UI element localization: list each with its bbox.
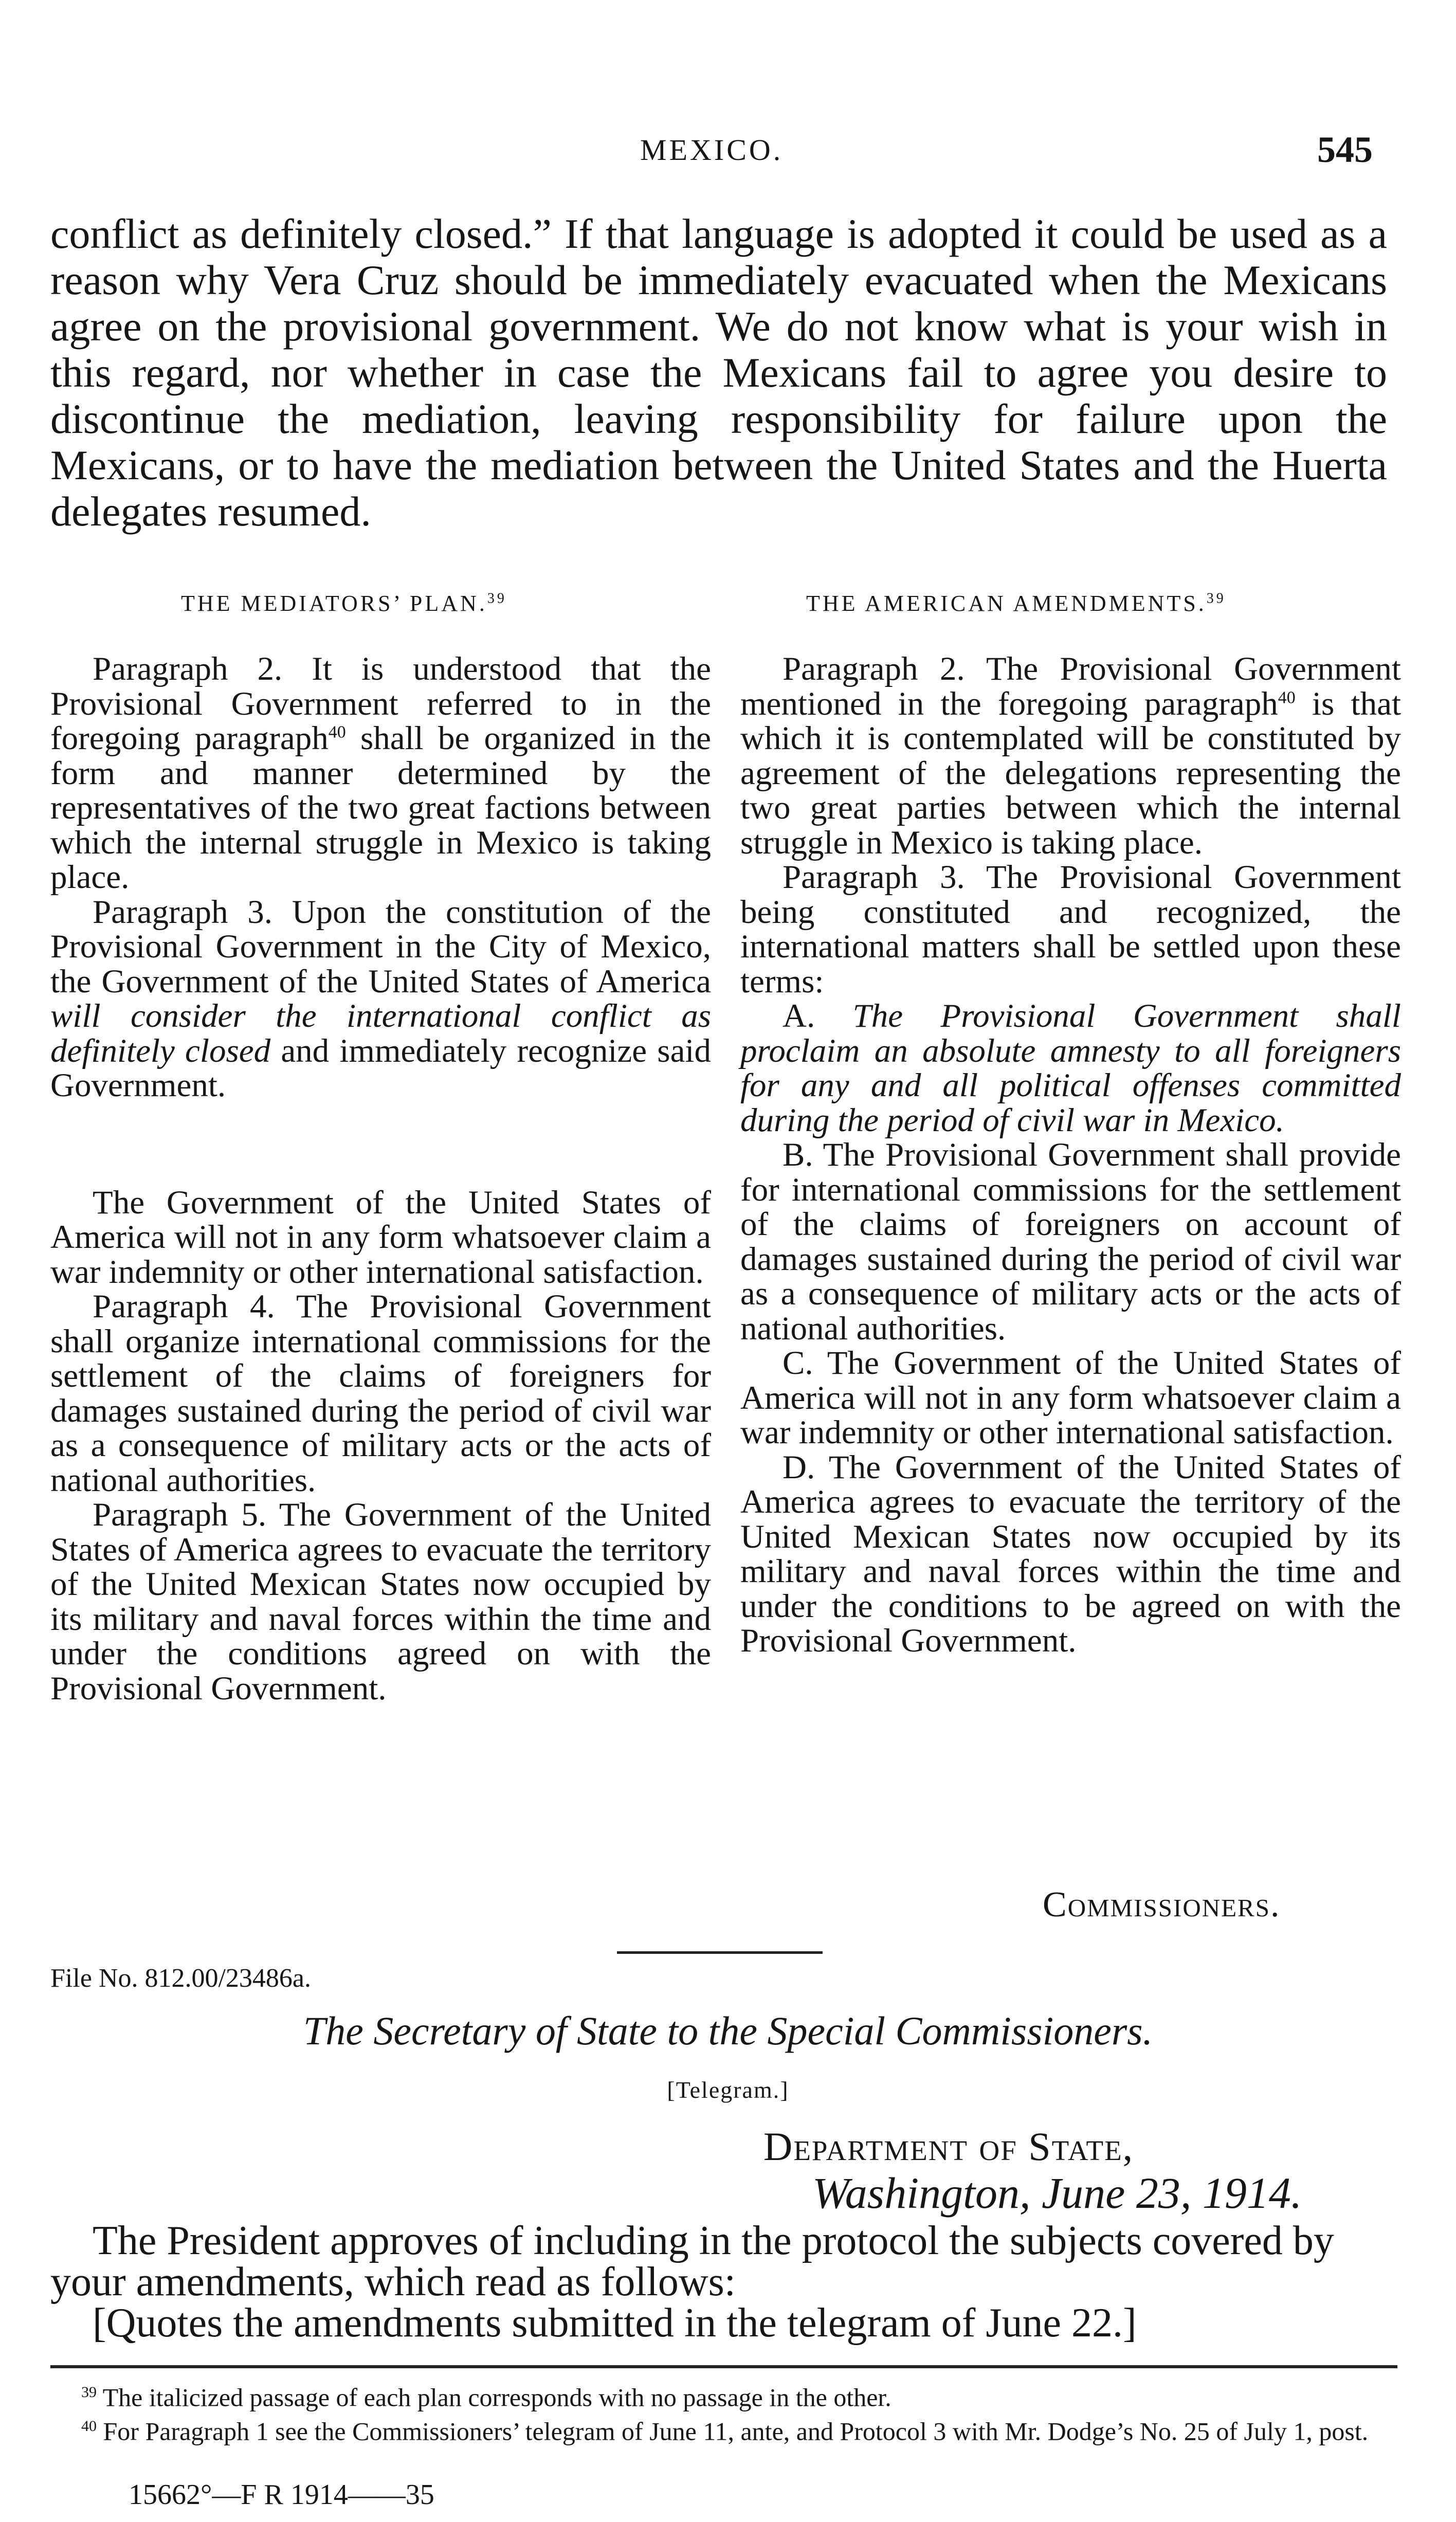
right-item-c: C. The Government of the United States of America will not in any form whatsoever claim a war indemnity or other international satisfaction. — [740, 1345, 1401, 1451]
telegram-body — [50, 2220, 1397, 2344]
printer-line: 15662°—F R 1914——35 — [129, 2479, 434, 2511]
italic-passage: will consider the international conflict as definitely closed — [50, 997, 711, 1069]
body-line: The President approves of including in the protocol the subjects covered by your amendments, which read as follows: — [50, 2218, 1334, 2305]
left-paragraph-2: Paragraph 2. It is understood that the Provisional Government referred to in the foregoing paragraph$^{40}$ shall be organized in the form and manner determined by the representatives of the two great factions between which the internal struggle in Mexico is taking place. — [50, 650, 711, 896]
right-item-a: A. The Provisional Government shall proclaim an absolute amnesty to all foreigners for any and all political offenses committed during the period of civil war in Mexico. — [740, 997, 1401, 1139]
footnote: $^{40}$ For Paragraph 1 see the Commissioners’ telegram of June 11, ante, and Protocol 3 with Mr. Dodge’s No. 25 of July 1, post. — [81, 2417, 1369, 2446]
department-line: Department of State, — [763, 2124, 1134, 2169]
footnote-ref: 39 — [1206, 590, 1226, 607]
left-column-heading: THE MEDIATORS’ PLAN.$^{39}$ — [181, 590, 507, 616]
dateline: Washington, June 23, 1914. — [812, 2168, 1302, 2218]
american-amendments-column — [740, 652, 1401, 1659]
document-title: The Secretary of State to the Special Commissioners. — [303, 2008, 1153, 2053]
running-title: MEXICO. — [640, 133, 784, 167]
left-paragraph-4: Paragraph 4. The Provisional Government shall organize international commissions for the settlement of the claims of foreigners for damages sustained during the period of civil war as a consequence of military acts or the acts of national authorities. — [50, 1288, 711, 1499]
body-quote-line: [Quotes the amendments submitted in the telegram of June 22.] — [93, 2300, 1137, 2346]
right-paragraph-3: Paragraph 3. The Provisional Government being constituted and recognized, the international matters shall be settled upon these terms: — [740, 859, 1401, 1000]
telegram-label: [Telegram.] — [667, 2077, 789, 2103]
mediators-plan-column — [50, 652, 711, 1706]
right-paragraph-2: Paragraph 2. The Provisional Government mentioned in the foregoing paragraph$^{40}$ is that which it is contemplated will be constituted by agreement of the delegations representing the two great parties between which the internal struggle in Mexico is taking place. — [740, 650, 1401, 861]
left-paragraph-5: Paragraph 5. The Government of the United States of America agrees to evacuate the territory of the United Mexican States now occupied by its military and naval forces within the time and under the conditions agreed on with the Provisional Government. — [50, 1496, 711, 1707]
footnote-ref: 40 — [328, 722, 346, 742]
footnotes — [50, 2378, 1397, 2445]
left-paragraph-3: Paragraph 3. Upon the constitution of the Provisional Government in the City of Mexico, the Government of the United States of America will consider the international conflict as definitely closed and immediately recognize said Government. — [50, 893, 711, 1104]
footnote-ref: 39 — [487, 590, 507, 607]
footnote-divider — [50, 2365, 1397, 2368]
left-paragraph-3b: The Government of the United States of America will not in any form whatsoever claim a war indemnity or other international satisfaction. — [50, 1184, 711, 1291]
section-divider — [617, 1951, 823, 1954]
right-item-b: B. The Provisional Government shall provide for international commissions for the settlement of the claims of foreigners on account of damages sustained during the period of civil war as a consequence of military acts or the acts of national authorities. — [740, 1136, 1401, 1347]
intro-paragraph: conflict as definitely closed.” If that language is adopted it could be used as a reason why Vera Cruz should be immediately evacuated when the Mexicans agree on the provisional government. We do not know what is your wish in this regard, nor whether in case the Mexicans fail to agree you desire to discontinue the mediation, leaving responsibility for failure upon the Mexicans, or to have the mediation between the United States and the Huerta delegates resumed. — [50, 210, 1387, 535]
right-item-d: D. The Government of the United States of America agrees to evacuate the territory of the United Mexican States now occupied by its military and naval forces within the time and under the conditions to be agreed on with the Provisional Government. — [740, 1448, 1401, 1659]
footnote: $^{39}$ The italicized passage of each plan corresponds with no passage in the other. — [81, 2383, 891, 2412]
page-header — [0, 129, 1456, 179]
signature: Commissioners. — [1043, 1885, 1281, 1925]
footnote-ref: 40 — [1278, 687, 1296, 707]
page-number: 545 — [1317, 129, 1373, 170]
italic-passage: The Provisional Government shall proclaim an absolute amnesty to all foreigners for any and all political offenses committed during the period of civil war in Mexico. — [740, 997, 1401, 1139]
file-number: File No. 812.00/23486a. — [50, 1964, 311, 1993]
right-column-heading: THE AMERICAN AMENDMENTS.$^{39}$ — [806, 590, 1226, 616]
